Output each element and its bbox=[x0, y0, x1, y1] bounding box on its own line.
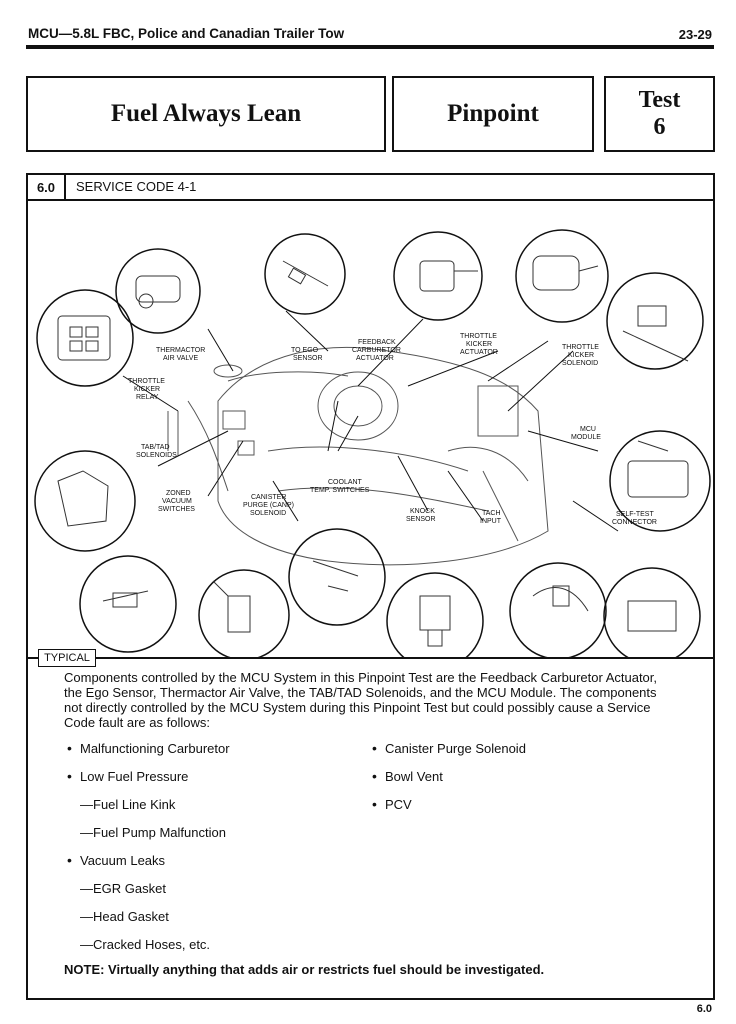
list-item-low-fuel-pressure: • Low Fuel Pressure bbox=[80, 769, 188, 784]
label-actuator-a: ACTUATOR bbox=[460, 349, 498, 356]
label-relay: RELAY bbox=[136, 394, 159, 401]
header-title: MCU—5.8L FBC, Police and Canadian Trailer Tow bbox=[28, 26, 345, 41]
label-module: MODULE bbox=[571, 434, 601, 441]
service-code: SERVICE CODE 4-1 bbox=[76, 179, 197, 194]
label-tach: TACH bbox=[482, 510, 501, 517]
section-frame bbox=[26, 173, 715, 1000]
label-tabtad: TAB/TAD bbox=[141, 444, 170, 451]
list-item-malfunctioning-carburetor: • Malfunctioning Carburetor bbox=[80, 741, 230, 756]
section-header bbox=[28, 175, 713, 201]
label-coolant: COOLANT bbox=[328, 479, 362, 486]
title-box bbox=[26, 76, 386, 152]
label-kicker-a: KICKER bbox=[466, 341, 493, 348]
engine-diagram bbox=[28, 201, 713, 664]
label-carburetor: CARBURETOR bbox=[352, 347, 401, 354]
label-vacuum: VACUUM bbox=[162, 498, 192, 505]
label-kicker-r: KICKER bbox=[134, 386, 161, 393]
label-solenoid-c: SOLENOID bbox=[250, 510, 287, 517]
test-number: 6 bbox=[653, 114, 666, 140]
label-solenoid-s: SOLENOID bbox=[562, 360, 599, 367]
typical-badge: TYPICAL bbox=[38, 649, 96, 667]
engine-sketch bbox=[168, 348, 548, 565]
section-number: 6.0 bbox=[28, 175, 66, 199]
label-actuator: ACTUATOR bbox=[356, 355, 394, 362]
label-feedback: FEEDBACK bbox=[358, 339, 396, 346]
label-to-ego: TO EGO bbox=[291, 347, 319, 354]
intro-paragraph: Components controlled by the MCU System in this Pinpoint Test are the Feedback Carburetor Actuator, the Ego Sensor, Thermactor Air Valve, the TAB/TAD Solenoids, and the MCU Module. The components not directly controlled by the MCU System during this Pinpoint Test but could possibly cause a Service Code fault are as follows: bbox=[64, 670, 658, 730]
list-item-bowl-vent: • Bowl Vent bbox=[385, 769, 443, 784]
list-item-vacuum-leaks: • Vacuum Leaks bbox=[80, 853, 165, 868]
list-subitem-head-gasket: —Head Gasket bbox=[80, 909, 169, 924]
list-subitem-fuel-pump: —Fuel Pump Malfunction bbox=[80, 825, 226, 840]
label-zoned: ZONED bbox=[166, 490, 191, 497]
test-number-box bbox=[604, 76, 715, 152]
label-knock: KNOCK bbox=[410, 508, 435, 515]
label-switches: SWITCHES bbox=[158, 506, 195, 513]
diagram-labels bbox=[128, 333, 657, 526]
label-self-test: SELF-TEST bbox=[616, 511, 654, 518]
test-title: Fuel Always Lean bbox=[110, 100, 302, 127]
pinpoint-label: Pinpoint bbox=[447, 100, 539, 127]
list-subitem-cracked-hoses: —Cracked Hoses, etc. bbox=[80, 937, 211, 952]
label-kicker-s: KICKER bbox=[568, 352, 595, 359]
header-rule bbox=[26, 45, 714, 49]
page-number: 23-29 bbox=[678, 27, 712, 42]
list-item-canister-purge: • Canister Purge Solenoid bbox=[385, 741, 526, 756]
note-text: NOTE: Virtually anything that adds air or restricts fuel should be investigated. bbox=[64, 962, 545, 977]
engine-illustration bbox=[28, 201, 713, 659]
label-throttle-a: THROTTLE bbox=[460, 333, 497, 340]
label-mcu: MCU bbox=[580, 426, 596, 433]
list-item-pcv: • PCV bbox=[385, 797, 412, 812]
label-input: INPUT bbox=[480, 518, 501, 525]
label-canister: CANISTER bbox=[251, 494, 287, 501]
label-purge-canp: PURGE (CANP) bbox=[243, 502, 294, 509]
list-subitem-egr-gasket: —EGR Gasket bbox=[80, 881, 166, 896]
label-air-valve: AIR VALVE bbox=[163, 355, 199, 362]
label-temp-switches: TEMP. SWITCHES bbox=[310, 487, 370, 494]
label-knock-sensor: SENSOR bbox=[406, 516, 436, 523]
label-solenoids: SOLENOIDS bbox=[136, 452, 177, 459]
label-throttle-r: THROTTLE bbox=[128, 378, 165, 385]
component-sketches bbox=[58, 256, 688, 646]
pinpoint-box bbox=[392, 76, 594, 152]
list-subitem-fuel-line-kink: —Fuel Line Kink bbox=[80, 797, 176, 812]
label-sensor: SENSOR bbox=[293, 355, 323, 362]
test-label: Test bbox=[638, 87, 681, 113]
label-throttle-s: THROTTLE bbox=[562, 344, 599, 351]
footer-section-number: 6.0 bbox=[696, 1003, 712, 1015]
label-thermactor: THERMACTOR bbox=[156, 347, 206, 354]
label-connector: CONNECTOR bbox=[612, 519, 657, 526]
